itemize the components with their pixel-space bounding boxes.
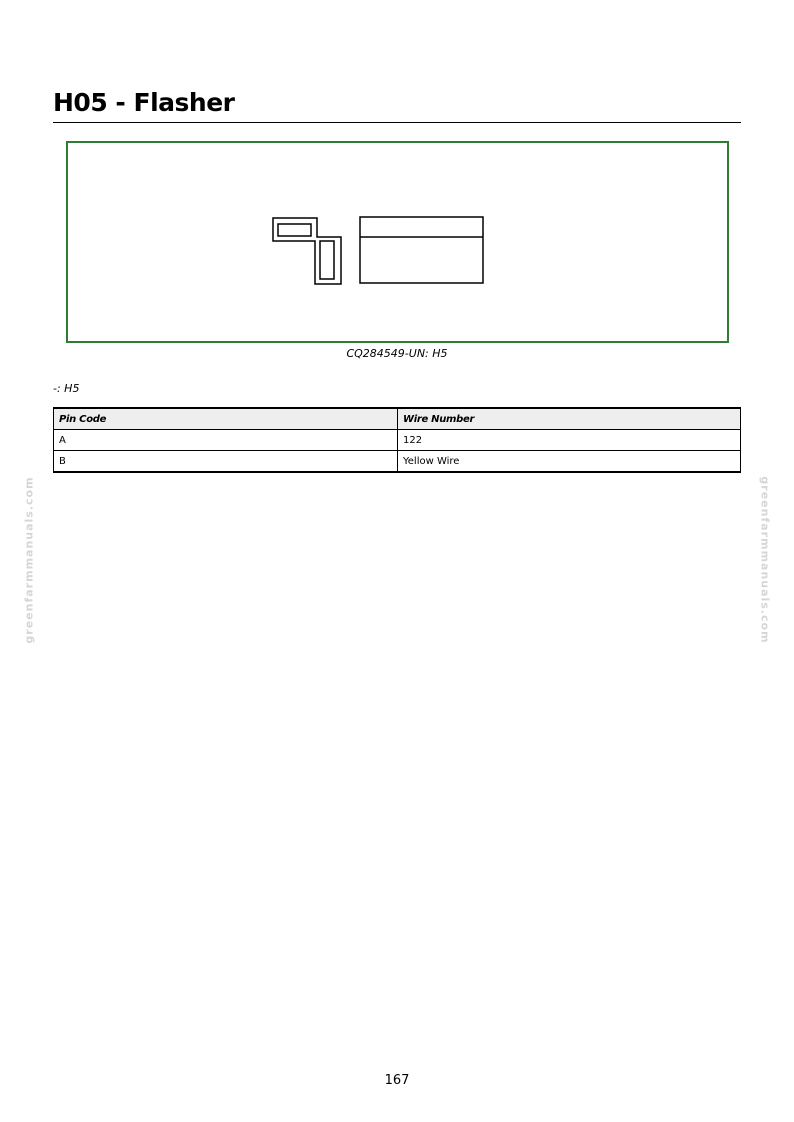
- pin-slot-vertical: [320, 241, 334, 279]
- pin-code-cell: A: [54, 430, 398, 451]
- page-number: 167: [384, 1073, 410, 1088]
- pin-slot-horizontal: [278, 224, 311, 236]
- connector-outline: [273, 218, 341, 284]
- connector-figure: [66, 141, 729, 343]
- watermark-left: greenfarmmanuals.com: [22, 476, 36, 644]
- column-header-wire-number: Wire Number: [398, 408, 741, 430]
- table-header-row: [54, 408, 741, 430]
- figure-caption: CQ284549-UN: H5: [346, 347, 448, 360]
- wire-number-cell: 122: [398, 430, 741, 451]
- connector-label: -: H5: [53, 382, 80, 395]
- pin-code-cell: B: [54, 451, 398, 473]
- wire-number-cell: Yellow Wire: [398, 451, 741, 473]
- table-row: [54, 451, 741, 473]
- flasher-housing: [360, 217, 483, 283]
- column-header-pin-code: Pin Code: [54, 408, 398, 430]
- title-divider: [53, 122, 741, 123]
- watermark-right: greenfarmmanuals.com: [758, 476, 772, 644]
- pin-table: [53, 407, 741, 473]
- connector-diagram: [68, 143, 727, 341]
- table-row: [54, 430, 741, 451]
- page-title: H05 - Flasher: [53, 88, 235, 117]
